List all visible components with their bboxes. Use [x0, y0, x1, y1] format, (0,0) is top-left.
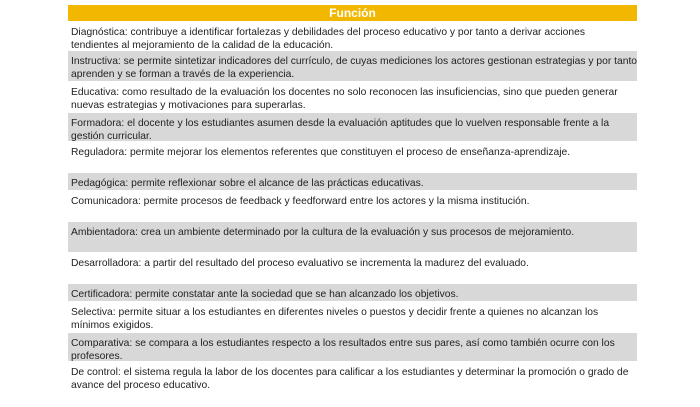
row-text-line: Instructiva: se permite sintetizar indicadores del currículo, de cuyas mediciones los actores gestionan estrategias y por tanto	[71, 56, 637, 67]
row-text-line: De control: el sistema regula la labor de los docentes para calificar a los estudiantes y determinar la promoción o grado de	[71, 367, 629, 378]
table-row	[68, 21, 637, 50]
table-row	[68, 190, 637, 221]
row-text-line: Ambientadora: crea un ambiente determinado por la cultura de la evaluación y sus procesos de mejoramiento.	[71, 227, 575, 238]
table-header: Función	[68, 5, 637, 21]
row-text-line: Educativa: como resultado de la evaluación los docentes no solo reconocen las insuficiencias, sino que pueden generar	[71, 87, 618, 98]
row-text-line: Pedagógica: permite reflexionar sobre el alcance de las prácticas educativas.	[71, 178, 424, 189]
table-row	[68, 332, 637, 361]
table-row	[68, 81, 637, 112]
row-text-line: Formadora: el docente y los estudiantes asumen desde la evaluación aptitudes que lo vuelven responsable frente a la	[71, 118, 610, 129]
row-text-line: Comparativa: se compara a los estudiantes respecto a los resultados entre sus pares, así como también ocurre con los	[71, 338, 615, 349]
table-row	[68, 141, 637, 172]
table-row	[68, 301, 637, 332]
table-row	[68, 283, 637, 301]
row-text-line: mínimos exigidos.	[71, 320, 154, 331]
row-text-line: nuevas estrategias y motivaciones para superarlas.	[71, 100, 306, 111]
row-text-line: aprenden y se forman a través de la experiencia.	[71, 69, 295, 80]
row-text-line: Desarrolladora: a partir del resultado del proceso evaluativo se incrementa la madurez del evaluado.	[71, 258, 529, 269]
function-table	[68, 5, 637, 391]
row-text-line: tendientes al mejoramiento de la calidad de la educación.	[71, 40, 334, 50]
table-row	[68, 221, 637, 252]
table-body	[68, 21, 637, 391]
row-text-line: Reguladora: permite mejorar los elementos referentes que constituyen el proceso de enseñanza-aprendizaje.	[71, 147, 571, 158]
table-row	[68, 50, 637, 81]
row-text-line: profesores.	[71, 351, 123, 361]
table-row	[68, 361, 637, 391]
row-text-line: Diagnóstica: contribuye a identificar fortalezas y debilidades del proceso educativo y por tanto a derivar acciones	[71, 27, 585, 38]
row-text-line: avance del proceso educativo.	[71, 380, 211, 391]
table-row	[68, 172, 637, 190]
row-text-line: Selectiva: permite situar a los estudiantes en diferentes niveles o puestos y decidir frente a quienes no alcanzan los	[71, 307, 599, 318]
table-row	[68, 252, 637, 283]
table-row	[68, 112, 637, 141]
row-text-line: gestión curricular.	[71, 131, 152, 141]
row-text-line: Comunicadora: permite procesos de feedback y feedforward entre los actores y la misma institución.	[71, 196, 530, 207]
row-text-line: Certificadora: permite constatar ante la sociedad que se han alcanzado los objetivos.	[71, 289, 459, 300]
